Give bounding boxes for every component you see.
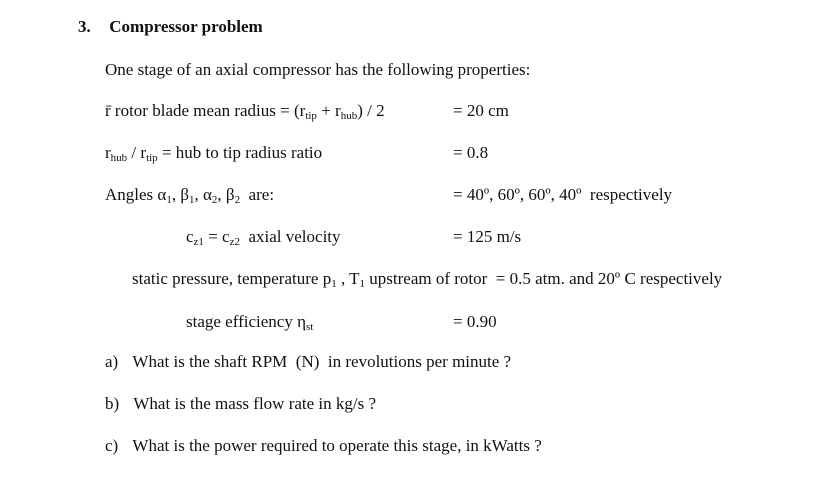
r-bar-symbol: r̄	[105, 101, 111, 120]
question-a	[105, 352, 511, 372]
stage-efficiency-label: stage efficiency $\eta_{st}$	[186, 312, 314, 333]
mean-radius-label: r̄ rotor blade mean radius = $(r_{tip} + r_{hub}) / 2$	[105, 101, 385, 122]
question-letter: b)	[105, 394, 120, 413]
mean-radius-value: = 20 cm	[453, 101, 509, 120]
hub-tip-label: $r_{hub} / r_{tip}$ = hub to tip radius ratio	[105, 143, 323, 164]
question-text: What is the power required to operate this stage, in kWatts ?	[132, 436, 542, 455]
question-text: What is the mass flow rate in kg/s ?	[133, 394, 377, 413]
axial-velocity-label: $c_{z1} = c_{z2}$ axial velocity	[186, 227, 341, 248]
angles-label: Angles $\alpha_1$, $\beta_1$, $\alpha_2$, $\beta_2$ are:	[105, 185, 275, 206]
problem-heading	[78, 17, 263, 37]
angles-value: = 40º, 60º, 60º, 40º respectively	[453, 185, 673, 204]
question-letter: a)	[105, 352, 119, 371]
static-conditions: static pressure, temperature $p_1$ , $T_1$ upstream of rotor = 0.5 atm. and 20º C respectively	[132, 269, 723, 290]
question-b	[105, 394, 376, 414]
problem-number: 3.	[78, 17, 91, 36]
question-text: What is the shaft RPM (N) in revolutions per minute ?	[132, 352, 512, 371]
axial-velocity-value: = 125 m/s	[453, 227, 522, 246]
hub-tip-value: = 0.8	[453, 143, 489, 162]
problem-title: Compressor problem	[109, 17, 263, 36]
intro-text: One stage of an axial compressor has the following properties:	[105, 60, 531, 79]
question-c	[105, 436, 542, 456]
stage-efficiency-value: = 0.90	[453, 312, 497, 331]
question-letter: c)	[105, 436, 119, 455]
